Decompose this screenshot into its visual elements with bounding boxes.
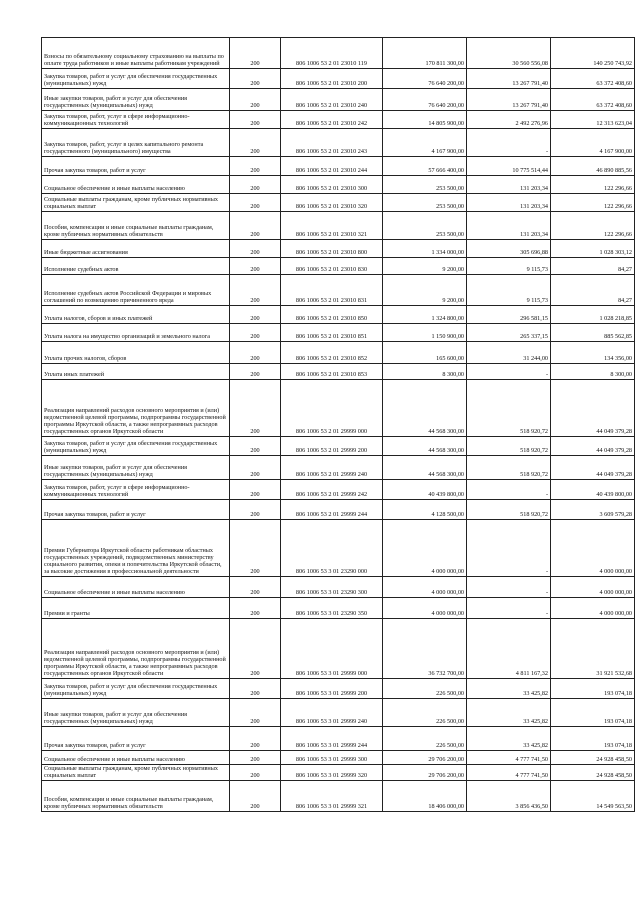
report-sheet <box>41 37 635 812</box>
table-row <box>42 364 635 380</box>
row-done-cell: - <box>467 520 551 577</box>
row-done-cell: 518 920,72 <box>467 456 551 480</box>
row-plan-cell: 29 706 200,00 <box>383 765 467 781</box>
row-kbk-cell: 806 1006 53 2 01 23010 300 <box>281 176 383 194</box>
row-kbk-cell: 806 1006 53 2 01 23010 119 <box>281 38 383 69</box>
row-code-cell: 200 <box>230 765 281 781</box>
row-done-cell: - <box>467 577 551 598</box>
row-kbk-cell: 806 1006 53 2 01 23010 851 <box>281 324 383 342</box>
row-done-cell: 131 203,34 <box>467 176 551 194</box>
row-name-cell: Пособия, компенсации и иные социальные выплаты гражданам, кроме публичных нормативных обязательств <box>42 212 230 240</box>
row-rest-cell: 885 562,85 <box>551 324 635 342</box>
row-name-cell: Исполнение судебных актов Российской Федерации и мировых соглашений по возмещению причиненного вреда <box>42 275 230 306</box>
row-code-cell: 200 <box>230 520 281 577</box>
row-code-cell: 200 <box>230 679 281 699</box>
row-done-cell: - <box>467 364 551 380</box>
row-code-cell: 200 <box>230 699 281 727</box>
row-name-cell: Прочая закупка товаров, работ и услуг <box>42 157 230 176</box>
row-code-cell: 200 <box>230 456 281 480</box>
row-done-cell: 518 920,72 <box>467 500 551 520</box>
row-code-cell: 200 <box>230 598 281 619</box>
row-done-cell: 131 203,34 <box>467 194 551 212</box>
row-name-cell: Закупка товаров, работ, услуг в целях капитального ремонта государственного (муниципального) имущества <box>42 129 230 157</box>
row-plan-cell: 4 128 500,00 <box>383 500 467 520</box>
table-row <box>42 765 635 781</box>
row-code-cell: 200 <box>230 364 281 380</box>
row-plan-cell: 36 732 700,00 <box>383 619 467 679</box>
row-name-cell: Социальные выплаты гражданам, кроме публичных нормативных социальных выплат <box>42 194 230 212</box>
row-plan-cell: 253 500,00 <box>383 176 467 194</box>
row-done-cell: 33 425,82 <box>467 679 551 699</box>
row-done-cell: 10 775 514,44 <box>467 157 551 176</box>
row-plan-cell: 226 500,00 <box>383 727 467 751</box>
row-name-cell: Прочая закупка товаров, работ и услуг <box>42 500 230 520</box>
row-name-cell: Иные закупки товаров, работ и услуг для обеспечения государственных (муниципальных) нужд <box>42 89 230 111</box>
row-plan-cell: 40 439 800,00 <box>383 480 467 500</box>
row-code-cell: 200 <box>230 176 281 194</box>
row-rest-cell: 4 000 000,00 <box>551 577 635 598</box>
row-plan-cell: 4 000 000,00 <box>383 598 467 619</box>
row-rest-cell: 63 372 408,60 <box>551 89 635 111</box>
row-name-cell: Премии и гранты <box>42 598 230 619</box>
row-code-cell: 200 <box>230 194 281 212</box>
table-body <box>42 38 635 812</box>
row-code-cell: 200 <box>230 258 281 275</box>
row-rest-cell: 122 296,66 <box>551 176 635 194</box>
row-name-cell: Премии Губернатора Иркутской области работникам областных государственных учреждений, подведомственных министерству социального развития, опеки и попечительства Иркутской области, за высокие достижения в профессиональной деятельности <box>42 520 230 577</box>
row-rest-cell: 122 296,66 <box>551 194 635 212</box>
row-kbk-cell: 806 1006 53 2 01 29999 244 <box>281 500 383 520</box>
row-name-cell: Закупка товаров, работ и услуг для обеспечения государственных (муниципальных) нужд <box>42 679 230 699</box>
row-kbk-cell: 806 1006 53 2 01 29999 000 <box>281 380 383 437</box>
row-rest-cell: 14 549 563,50 <box>551 781 635 812</box>
row-done-cell: 33 425,82 <box>467 727 551 751</box>
row-name-cell: Закупка товаров, работ, услуг в сфере информационно-коммуникационных технологий <box>42 111 230 129</box>
row-code-cell: 200 <box>230 500 281 520</box>
row-name-cell: Реализация направлений расходов основного мероприятия и (или) ведомственной целевой программы, подпрограммы государственной программы Иркутской области, а также непрограммных расходов государственных органов Иркутской области <box>42 619 230 679</box>
row-rest-cell: 134 356,00 <box>551 342 635 364</box>
table-row <box>42 781 635 812</box>
row-rest-cell: 122 296,66 <box>551 212 635 240</box>
row-plan-cell: 57 666 400,00 <box>383 157 467 176</box>
table-row <box>42 456 635 480</box>
row-done-cell: 9 115,73 <box>467 258 551 275</box>
row-done-cell: 305 696,88 <box>467 240 551 258</box>
row-name-cell: Закупка товаров, работ, услуг в сфере информационно-коммуникационных технологий <box>42 480 230 500</box>
row-done-cell: - <box>467 480 551 500</box>
row-code-cell: 200 <box>230 157 281 176</box>
row-plan-cell: 44 568 300,00 <box>383 437 467 456</box>
row-code-cell: 200 <box>230 89 281 111</box>
row-kbk-cell: 806 1006 53 2 01 29999 200 <box>281 437 383 456</box>
table-row <box>42 89 635 111</box>
row-rest-cell: 4 167 900,00 <box>551 129 635 157</box>
row-name-cell: Исполнение судебных актов <box>42 258 230 275</box>
table-row <box>42 437 635 456</box>
row-kbk-cell: 806 1006 53 3 01 29999 244 <box>281 727 383 751</box>
budget-execution-table <box>41 37 635 812</box>
table-row <box>42 240 635 258</box>
row-plan-cell: 18 406 000,00 <box>383 781 467 812</box>
row-name-cell: Иные бюджетные ассигнования <box>42 240 230 258</box>
row-rest-cell: 4 000 000,00 <box>551 520 635 577</box>
row-plan-cell: 1 150 900,00 <box>383 324 467 342</box>
row-done-cell: 33 425,82 <box>467 699 551 727</box>
row-plan-cell: 9 200,00 <box>383 275 467 306</box>
row-done-cell: 13 267 791,40 <box>467 69 551 89</box>
row-name-cell: Уплата налога на имущество организаций и земельного налога <box>42 324 230 342</box>
row-kbk-cell: 806 1006 53 2 01 23010 242 <box>281 111 383 129</box>
row-done-cell: 518 920,72 <box>467 380 551 437</box>
row-code-cell: 200 <box>230 240 281 258</box>
row-rest-cell: 4 000 000,00 <box>551 598 635 619</box>
table-row <box>42 480 635 500</box>
row-name-cell: Уплата прочих налогов, сборов <box>42 342 230 364</box>
row-plan-cell: 76 640 200,00 <box>383 89 467 111</box>
row-kbk-cell: 806 1006 53 2 01 23010 243 <box>281 129 383 157</box>
row-rest-cell: 44 049 379,28 <box>551 456 635 480</box>
row-rest-cell: 8 300,00 <box>551 364 635 380</box>
row-kbk-cell: 806 1006 53 2 01 29999 240 <box>281 456 383 480</box>
row-plan-cell: 170 811 300,00 <box>383 38 467 69</box>
table-row <box>42 679 635 699</box>
row-kbk-cell: 806 1006 53 3 01 23290 000 <box>281 520 383 577</box>
row-name-cell: Социальное обеспечение и иные выплаты населению <box>42 751 230 765</box>
row-rest-cell: 1 028 218,85 <box>551 306 635 324</box>
table-row <box>42 727 635 751</box>
row-kbk-cell: 806 1006 53 2 01 23010 831 <box>281 275 383 306</box>
row-plan-cell: 4 167 900,00 <box>383 129 467 157</box>
row-kbk-cell: 806 1006 53 3 01 23290 350 <box>281 598 383 619</box>
row-rest-cell: 193 074,18 <box>551 679 635 699</box>
row-name-cell: Взносы по обязательному социальному страхованию на выплаты по оплате труда работников и иные выплаты работникам учреждений <box>42 38 230 69</box>
row-plan-cell: 9 200,00 <box>383 258 467 275</box>
row-code-cell: 200 <box>230 275 281 306</box>
row-name-cell: Закупка товаров, работ и услуг для обеспечения государственных (муниципальных) нужд <box>42 69 230 89</box>
table-row <box>42 520 635 577</box>
row-done-cell: - <box>467 598 551 619</box>
row-code-cell: 200 <box>230 69 281 89</box>
row-rest-cell: 84,27 <box>551 258 635 275</box>
row-plan-cell: 165 600,00 <box>383 342 467 364</box>
table-row <box>42 577 635 598</box>
row-code-cell: 200 <box>230 437 281 456</box>
row-name-cell: Иные закупки товаров, работ и услуг для обеспечения государственных (муниципальных) нужд <box>42 699 230 727</box>
row-rest-cell: 24 928 458,50 <box>551 765 635 781</box>
row-name-cell: Реализация направлений расходов основного мероприятия и (или) ведомственной целевой программы, подпрограммы государственной программы Иркутской области, а также непрограммных расходов государственных органов Иркутской области <box>42 380 230 437</box>
row-done-cell: 2 492 276,96 <box>467 111 551 129</box>
row-kbk-cell: 806 1006 53 2 01 23010 200 <box>281 69 383 89</box>
row-plan-cell: 226 500,00 <box>383 679 467 699</box>
row-name-cell: Социальное обеспечение и иные выплаты населению <box>42 577 230 598</box>
table-row <box>42 751 635 765</box>
row-code-cell: 200 <box>230 38 281 69</box>
table-row <box>42 500 635 520</box>
row-kbk-cell: 806 1006 53 3 01 29999 000 <box>281 619 383 679</box>
table-row <box>42 619 635 679</box>
row-kbk-cell: 806 1006 53 2 01 23010 800 <box>281 240 383 258</box>
table-row <box>42 111 635 129</box>
row-kbk-cell: 806 1006 53 3 01 23290 300 <box>281 577 383 598</box>
row-code-cell: 200 <box>230 727 281 751</box>
row-rest-cell: 140 250 743,92 <box>551 38 635 69</box>
row-plan-cell: 1 334 000,00 <box>383 240 467 258</box>
row-plan-cell: 29 706 200,00 <box>383 751 467 765</box>
row-plan-cell: 4 000 000,00 <box>383 577 467 598</box>
row-done-cell: 13 267 791,40 <box>467 89 551 111</box>
row-rest-cell: 44 049 379,28 <box>551 380 635 437</box>
row-kbk-cell: 806 1006 53 2 01 23010 853 <box>281 364 383 380</box>
row-name-cell: Социальные выплаты гражданам, кроме публичных нормативных социальных выплат <box>42 765 230 781</box>
row-name-cell: Пособия, компенсации и иные социальные выплаты гражданам, кроме публичных нормативных обязательств <box>42 781 230 812</box>
row-plan-cell: 44 568 300,00 <box>383 456 467 480</box>
row-done-cell: 518 920,72 <box>467 437 551 456</box>
table-row <box>42 275 635 306</box>
row-plan-cell: 1 324 800,00 <box>383 306 467 324</box>
table-row <box>42 176 635 194</box>
row-plan-cell: 14 805 900,00 <box>383 111 467 129</box>
row-plan-cell: 253 500,00 <box>383 194 467 212</box>
row-plan-cell: 8 300,00 <box>383 364 467 380</box>
row-kbk-cell: 806 1006 53 2 01 23010 321 <box>281 212 383 240</box>
row-done-cell: 265 337,15 <box>467 324 551 342</box>
table-row <box>42 258 635 275</box>
row-rest-cell: 63 372 408,60 <box>551 69 635 89</box>
row-kbk-cell: 806 1006 53 3 01 29999 321 <box>281 781 383 812</box>
row-rest-cell: 44 049 379,28 <box>551 437 635 456</box>
row-rest-cell: 40 439 800,00 <box>551 480 635 500</box>
row-kbk-cell: 806 1006 53 2 01 23010 852 <box>281 342 383 364</box>
row-rest-cell: 12 313 623,04 <box>551 111 635 129</box>
table-row <box>42 212 635 240</box>
row-rest-cell: 84,27 <box>551 275 635 306</box>
table-row <box>42 194 635 212</box>
row-done-cell: 4 777 741,50 <box>467 765 551 781</box>
row-code-cell: 200 <box>230 380 281 437</box>
row-plan-cell: 253 500,00 <box>383 212 467 240</box>
row-rest-cell: 3 609 579,28 <box>551 500 635 520</box>
row-name-cell: Закупка товаров, работ и услуг для обеспечения государственных (муниципальных) нужд <box>42 437 230 456</box>
row-done-cell: 9 115,73 <box>467 275 551 306</box>
row-name-cell: Прочая закупка товаров, работ и услуг <box>42 727 230 751</box>
row-plan-cell: 226 500,00 <box>383 699 467 727</box>
row-kbk-cell: 806 1006 53 2 01 23010 240 <box>281 89 383 111</box>
row-name-cell: Иные закупки товаров, работ и услуг для обеспечения государственных (муниципальных) нужд <box>42 456 230 480</box>
row-code-cell: 200 <box>230 577 281 598</box>
table-row <box>42 306 635 324</box>
row-code-cell: 200 <box>230 751 281 765</box>
row-done-cell: 131 203,34 <box>467 212 551 240</box>
row-done-cell: 4 811 167,32 <box>467 619 551 679</box>
table-row <box>42 342 635 364</box>
row-done-cell: 31 244,00 <box>467 342 551 364</box>
table-row <box>42 324 635 342</box>
row-done-cell: - <box>467 129 551 157</box>
row-plan-cell: 44 568 300,00 <box>383 380 467 437</box>
row-done-cell: 296 581,15 <box>467 306 551 324</box>
row-kbk-cell: 806 1006 53 2 01 29999 242 <box>281 480 383 500</box>
table-row <box>42 598 635 619</box>
row-done-cell: 3 856 436,50 <box>467 781 551 812</box>
row-kbk-cell: 806 1006 53 2 01 23010 850 <box>281 306 383 324</box>
table-row <box>42 699 635 727</box>
row-name-cell: Социальное обеспечение и иные выплаты населению <box>42 176 230 194</box>
table-row <box>42 129 635 157</box>
row-rest-cell: 24 928 458,50 <box>551 751 635 765</box>
table-row <box>42 69 635 89</box>
table-row <box>42 380 635 437</box>
row-kbk-cell: 806 1006 53 2 01 23010 320 <box>281 194 383 212</box>
row-code-cell: 200 <box>230 129 281 157</box>
row-rest-cell: 1 028 303,12 <box>551 240 635 258</box>
row-code-cell: 200 <box>230 342 281 364</box>
row-kbk-cell: 806 1006 53 3 01 29999 200 <box>281 679 383 699</box>
row-code-cell: 200 <box>230 111 281 129</box>
row-rest-cell: 46 890 885,56 <box>551 157 635 176</box>
row-code-cell: 200 <box>230 480 281 500</box>
row-done-cell: 30 560 556,08 <box>467 38 551 69</box>
row-done-cell: 4 777 741,50 <box>467 751 551 765</box>
row-plan-cell: 76 640 200,00 <box>383 69 467 89</box>
row-rest-cell: 193 074,18 <box>551 727 635 751</box>
row-rest-cell: 31 921 532,68 <box>551 619 635 679</box>
row-code-cell: 200 <box>230 306 281 324</box>
row-name-cell: Уплата иных платежей <box>42 364 230 380</box>
row-name-cell: Уплата налогов, сборов и иных платежей <box>42 306 230 324</box>
table-row <box>42 38 635 69</box>
row-kbk-cell: 806 1006 53 2 01 23010 244 <box>281 157 383 176</box>
row-code-cell: 200 <box>230 781 281 812</box>
row-kbk-cell: 806 1006 53 2 01 23010 830 <box>281 258 383 275</box>
row-kbk-cell: 806 1006 53 3 01 29999 320 <box>281 765 383 781</box>
row-kbk-cell: 806 1006 53 3 01 29999 240 <box>281 699 383 727</box>
row-rest-cell: 193 074,18 <box>551 699 635 727</box>
row-code-cell: 200 <box>230 619 281 679</box>
row-code-cell: 200 <box>230 212 281 240</box>
table-row <box>42 157 635 176</box>
row-kbk-cell: 806 1006 53 3 01 29999 300 <box>281 751 383 765</box>
row-plan-cell: 4 000 000,00 <box>383 520 467 577</box>
row-code-cell: 200 <box>230 324 281 342</box>
